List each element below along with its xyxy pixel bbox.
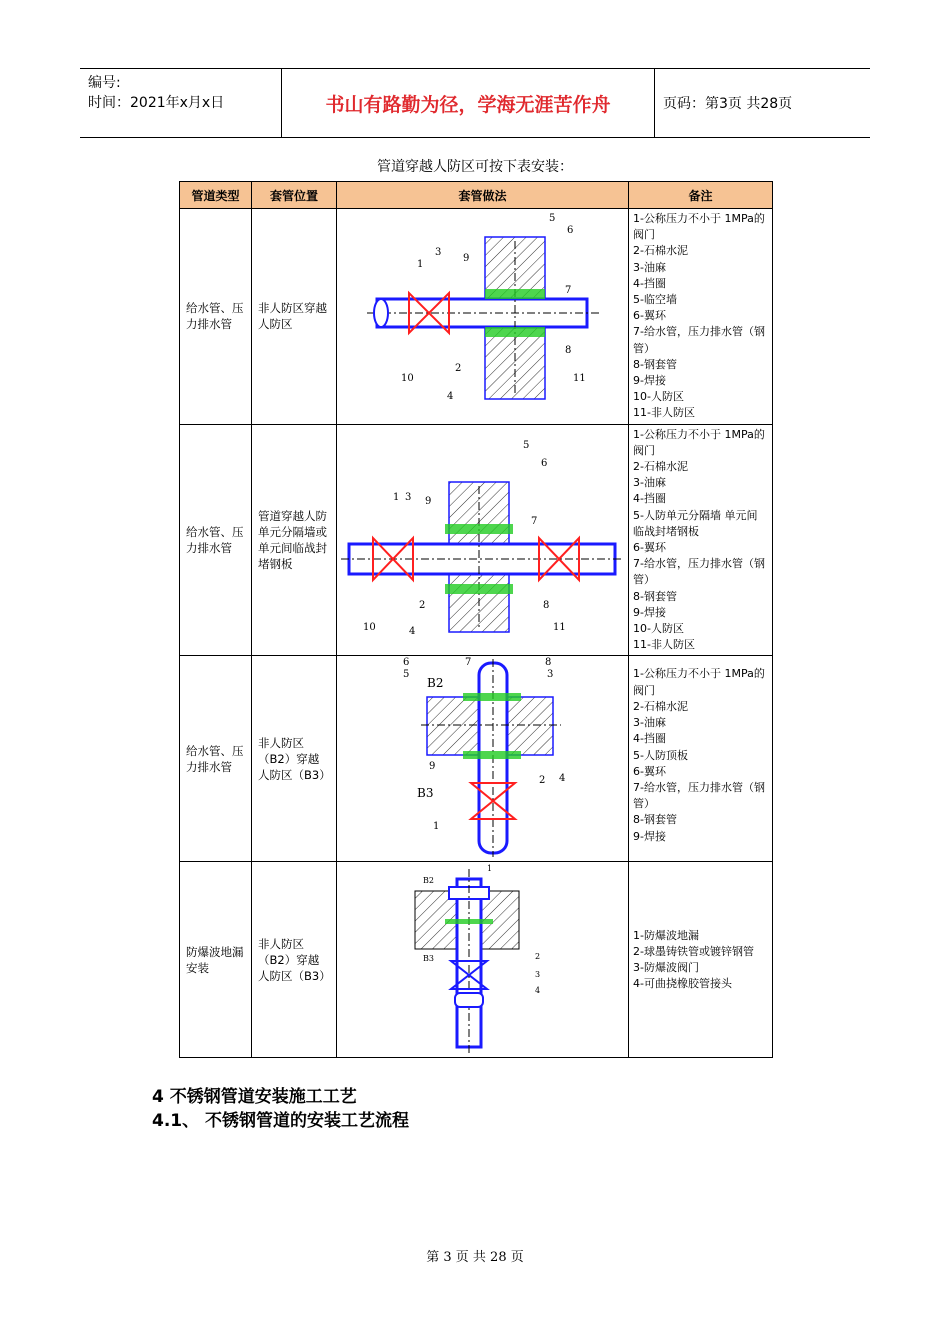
wall-penetration-diagram [337, 211, 627, 421]
fig-label-11: 11 [553, 622, 566, 634]
floor-drain-diagram [337, 863, 627, 1057]
sleeve-position-cell: 非人防区（B2）穿越人防区（B3） [252, 656, 337, 862]
roof-slab-diagram [337, 657, 627, 861]
note-item: 8-钢套管 [633, 357, 677, 371]
note-item: 1-公称压力不小于 1MPa的阀门 [633, 212, 765, 242]
note-item: 3-油麻 [633, 476, 666, 490]
fig-label-3: 3 [405, 492, 412, 504]
notes-cell [629, 209, 773, 425]
fig-label-9: 9 [429, 760, 436, 772]
table-row [180, 424, 773, 656]
note-item: 5-人防单元分隔墙 单元间临战封堵钢板 [633, 508, 758, 538]
note-item: 6-翼环 [633, 764, 666, 778]
partition-wall-diagram [337, 426, 627, 654]
note-item: 8-钢套管 [633, 813, 677, 827]
col-header-method: 套管做法 [337, 182, 629, 209]
note-item: 4-挡圈 [633, 492, 666, 506]
installation-table [179, 181, 773, 1058]
fig-label-9: 9 [425, 496, 432, 508]
fig-label-4: 4 [535, 985, 541, 995]
note-item: 3-防爆波阀门 [633, 960, 699, 974]
note-item: 3-油麻 [633, 716, 666, 730]
fig-label-10: 10 [401, 373, 414, 385]
fig-label-8: 8 [543, 600, 550, 612]
note-item: 2-石棉水泥 [633, 699, 688, 713]
note-item: 9-焊接 [633, 605, 666, 619]
fig-label-6: 6 [541, 458, 548, 470]
fig-label-6: 6 [567, 225, 574, 237]
notes-cell [629, 424, 773, 656]
table-row [180, 862, 773, 1058]
note-item: 4-挡圈 [633, 276, 666, 290]
notes-cell [629, 656, 773, 862]
note-item: 6-翼环 [633, 309, 666, 323]
fig-label-7: 7 [565, 285, 572, 297]
note-item: 7-给水管，压力排水管（钢管） [633, 325, 765, 355]
fig-label-2: 2 [539, 774, 546, 786]
note-item: 11-非人防区 [633, 406, 695, 420]
fig-label-1: 1 [393, 492, 400, 504]
pipe-type-cell: 给水管、压力排水管 [180, 209, 252, 425]
note-item: 4-可曲挠橡胶管接头 [633, 977, 732, 991]
fig-label-8: 8 [545, 656, 552, 668]
fig-label-5: 5 [549, 213, 556, 225]
method-figure-cell [337, 209, 629, 425]
fig-label-4: 4 [409, 626, 416, 638]
fig-label-b3: B3 [423, 953, 434, 963]
sleeve-position-cell: 非人防区穿越人防区 [252, 209, 337, 425]
note-item: 8-钢套管 [633, 589, 677, 603]
note-item: 10-人防区 [633, 390, 684, 404]
fig-label-5: 5 [403, 668, 410, 680]
fig-label-7: 7 [531, 516, 538, 528]
note-item: 9-焊接 [633, 374, 666, 388]
section-heading-4: 4 不锈钢管道安装施工工艺 [152, 1087, 357, 1107]
table-row [180, 656, 773, 862]
table-row [180, 209, 773, 425]
section-heading-4-1: 4.1、 不锈钢管道的安装工艺流程 [152, 1111, 410, 1131]
header-meta [80, 69, 282, 137]
fig-label-2: 2 [535, 951, 541, 961]
note-item: 2-球墨铸铁管或镀锌钢管 [633, 944, 754, 958]
fig-label-5: 5 [523, 440, 530, 452]
fig-label-3: 3 [547, 668, 554, 680]
fig-label-6: 6 [403, 656, 410, 668]
pipe-type-cell: 给水管、压力排水管 [180, 656, 252, 862]
fig-label-3: 3 [435, 247, 442, 259]
note-item: 1-公称压力不小于 1MPa的阀门 [633, 667, 765, 697]
note-item: 5-临空墙 [633, 293, 677, 307]
note-item: 7-给水管，压力排水管（钢管） [633, 557, 765, 587]
note-item: 2-石棉水泥 [633, 244, 688, 258]
fig-label-b2: B2 [427, 675, 444, 690]
note-item: 10-人防区 [633, 622, 684, 636]
fig-label-b2: B2 [423, 875, 434, 885]
sleeve-position-cell: 管道穿越人防单元分隔墙或单元间临战封堵钢板 [252, 424, 337, 656]
fig-label-3: 3 [535, 969, 541, 979]
note-item: 3-油麻 [633, 260, 666, 274]
fig-label-b3: B3 [417, 785, 434, 800]
fig-label-8: 8 [565, 345, 572, 357]
fig-label-1: 1 [433, 820, 440, 832]
note-item: 1-防爆波地漏 [633, 928, 699, 942]
fig-label-10: 10 [363, 622, 376, 634]
fig-label-2: 2 [419, 600, 426, 612]
method-figure-cell [337, 656, 629, 862]
method-figure-cell [337, 424, 629, 656]
doc-time-label: 时间：2021年x月x日 [88, 95, 225, 111]
sleeve-position-cell: 非人防区（B2）穿越人防区（B3） [252, 862, 337, 1058]
fig-label-4: 4 [559, 772, 566, 784]
fig-label-9: 9 [463, 253, 470, 265]
fig-label-11: 11 [573, 373, 586, 385]
fig-label-7: 7 [465, 656, 472, 668]
table-caption: 管道穿越人防区可按下表安装： [377, 159, 573, 175]
note-item: 1-公称压力不小于 1MPa的阀门 [633, 427, 765, 457]
fig-label-1: 1 [417, 259, 424, 271]
col-header-position: 套管位置 [252, 182, 337, 209]
note-item: 9-焊接 [633, 829, 666, 843]
notes-cell [629, 862, 773, 1058]
note-item: 4-挡圈 [633, 732, 666, 746]
note-item: 6-翼环 [633, 541, 666, 555]
table-header-row [180, 182, 773, 209]
fig-label-4: 4 [447, 391, 454, 403]
header-page-info: 页码：第3页 共28页 [663, 96, 793, 112]
page-header [80, 68, 870, 138]
pipe-type-cell: 给水管、压力排水管 [180, 424, 252, 656]
note-item: 11-非人防区 [633, 638, 695, 652]
note-item: 7-给水管，压力排水管（钢管） [633, 780, 765, 811]
method-figure-cell [337, 862, 629, 1058]
note-item: 5-人防顶板 [633, 748, 688, 762]
header-motto: 书山有路勤为径，学海无涯苦作舟 [282, 69, 655, 137]
col-header-notes: 备注 [629, 182, 773, 209]
page-footer: 第 3 页 共 28 页 [426, 1250, 524, 1265]
pipe-type-cell: 防爆波地漏安装 [180, 862, 252, 1058]
note-item: 2-石棉水泥 [633, 460, 688, 474]
fig-label-1: 1 [487, 863, 493, 873]
doc-number-label: 编号: [88, 75, 121, 91]
fig-label-2: 2 [455, 363, 462, 375]
col-header-type: 管道类型 [180, 182, 252, 209]
